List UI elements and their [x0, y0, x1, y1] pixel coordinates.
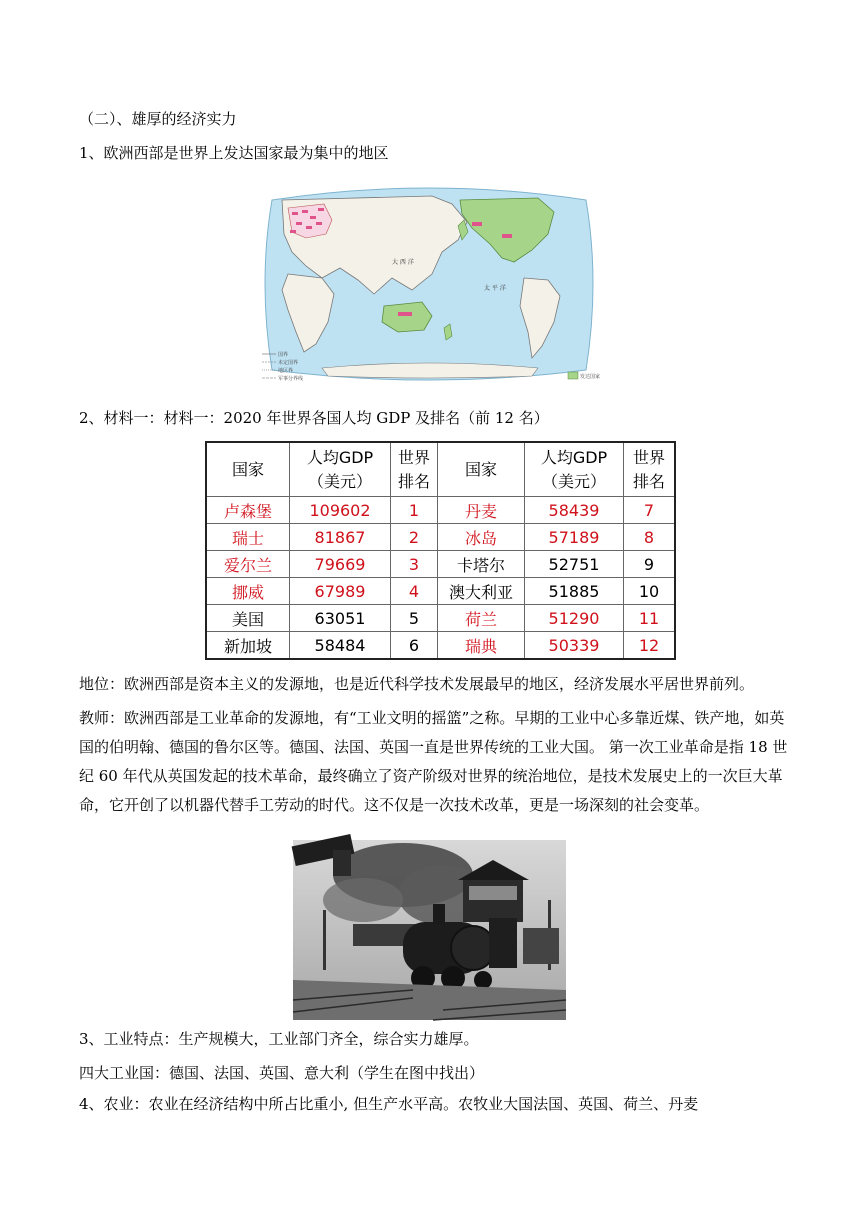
- four-industrial-powers-text: 四大工业国：德国、法国、英国、意大利（学生在图中找出）: [79, 1064, 485, 1082]
- map-legend-item: 国界: [278, 352, 289, 358]
- map-label-atlantic: 大 西 洋: [392, 259, 414, 266]
- table-row: [206, 524, 675, 551]
- rank-cell: 3: [391, 551, 438, 578]
- table-row: [206, 497, 675, 524]
- country-cell: 美国: [206, 605, 290, 632]
- status-text: 地位：欧洲西部是资本主义的发源地，也是近代科学技术发展最早的地区，经济发展水平居世界前列。: [79, 675, 755, 693]
- rank-cell: 10: [624, 578, 676, 605]
- gdp-cell: 81867: [290, 524, 391, 551]
- country-cell: 瑞典: [438, 632, 525, 660]
- header-rank: 世界 排名: [391, 442, 438, 497]
- rank-cell: 7: [624, 497, 676, 524]
- table-row: [206, 632, 675, 660]
- gdp-cell: 109602: [290, 497, 391, 524]
- country-cell: 卢森堡: [206, 497, 290, 524]
- rank-cell: 4: [391, 578, 438, 605]
- country-cell: 卡塔尔: [438, 551, 525, 578]
- header-rank: 世界 排名: [624, 442, 676, 497]
- map-label-pacific: 太 平 洋: [484, 285, 506, 292]
- gdp-cell: 50339: [525, 632, 624, 660]
- gdp-cell: 57189: [525, 524, 624, 551]
- country-cell: 新加坡: [206, 632, 290, 660]
- rank-cell: 1: [391, 497, 438, 524]
- teacher-paragraph: [79, 704, 789, 820]
- gdp-cell: 51885: [525, 578, 624, 605]
- table-header-row: [206, 442, 675, 497]
- gdp-cell: 58484: [290, 632, 391, 660]
- gdp-cell: 67989: [290, 578, 391, 605]
- map-legend-developed: 发达国家: [580, 374, 601, 380]
- rank-cell: 9: [624, 551, 676, 578]
- map-legend-item: 地区界: [278, 368, 294, 374]
- table-body: [206, 497, 675, 660]
- teacher-text: 教师：欧洲西部是工业革命的发源地，有“工业文明的摇篮”之称。早期的工业中心多靠近煤、铁产地，如英国的伯明翰、德国的鲁尔区等。德国、法国、英国一直是世界传统的工业大国。 第一次工业革命是指 18 世纪 60 年代从英国发起的技术革命，最终确立了资产阶级对世界的统治地位，是技术发展史上的一次巨大革命，它开创了以机器代替手工劳动的时代。这不仅是一次技术改革，更是一场深刻的社会变革。: [79, 709, 788, 814]
- header-gdp: 人均GDP （美元）: [525, 442, 624, 497]
- section-heading: （二）、雄厚的经济实力: [79, 110, 237, 128]
- steam-locomotive-photo: [293, 840, 566, 1020]
- country-cell: 澳大利亚: [438, 578, 525, 605]
- country-cell: 荷兰: [438, 605, 525, 632]
- point-1-text: 1、欧洲西部是世界上发达国家最为集中的地区: [79, 144, 389, 162]
- gdp-cell: 51290: [525, 605, 624, 632]
- map-legend-item: 军事分界线: [278, 376, 304, 382]
- country-cell: 瑞士: [206, 524, 290, 551]
- header-country: 国家: [206, 442, 290, 497]
- world-map-image: [262, 182, 601, 384]
- table-row: [206, 551, 675, 578]
- gdp-ranking-table: [205, 441, 676, 660]
- header-country: 国家: [438, 442, 525, 497]
- country-cell: 挪威: [206, 578, 290, 605]
- country-cell: 冰岛: [438, 524, 525, 551]
- point-2-text: 2、材料一：材料一：2020 年世界各国人均 GDP 及排名（前 12 名）: [79, 409, 549, 427]
- point-4-text: 4、农业：农业在经济结构中所占比重小, 但生产水平高。农牧业大国法国、英国、荷兰、丹麦: [79, 1095, 699, 1113]
- country-cell: 爱尔兰: [206, 551, 290, 578]
- point-3-text: 3、工业特点：生产规模大，工业部门齐全，综合实力雄厚。: [79, 1030, 479, 1048]
- rank-cell: 5: [391, 605, 438, 632]
- map-legend-item: 未定国界: [278, 360, 299, 366]
- gdp-cell: 79669: [290, 551, 391, 578]
- rank-cell: 12: [624, 632, 676, 660]
- gdp-cell: 52751: [525, 551, 624, 578]
- rank-cell: 6: [391, 632, 438, 660]
- map-antarctica: [322, 363, 538, 378]
- table-row: [206, 578, 675, 605]
- header-gdp: 人均GDP （美元）: [290, 442, 391, 497]
- gdp-cell: 58439: [525, 497, 624, 524]
- gdp-cell: 63051: [290, 605, 391, 632]
- rank-cell: 8: [624, 524, 676, 551]
- rank-cell: 11: [624, 605, 676, 632]
- table-row: [206, 605, 675, 632]
- rank-cell: 2: [391, 524, 438, 551]
- country-cell: 丹麦: [438, 497, 525, 524]
